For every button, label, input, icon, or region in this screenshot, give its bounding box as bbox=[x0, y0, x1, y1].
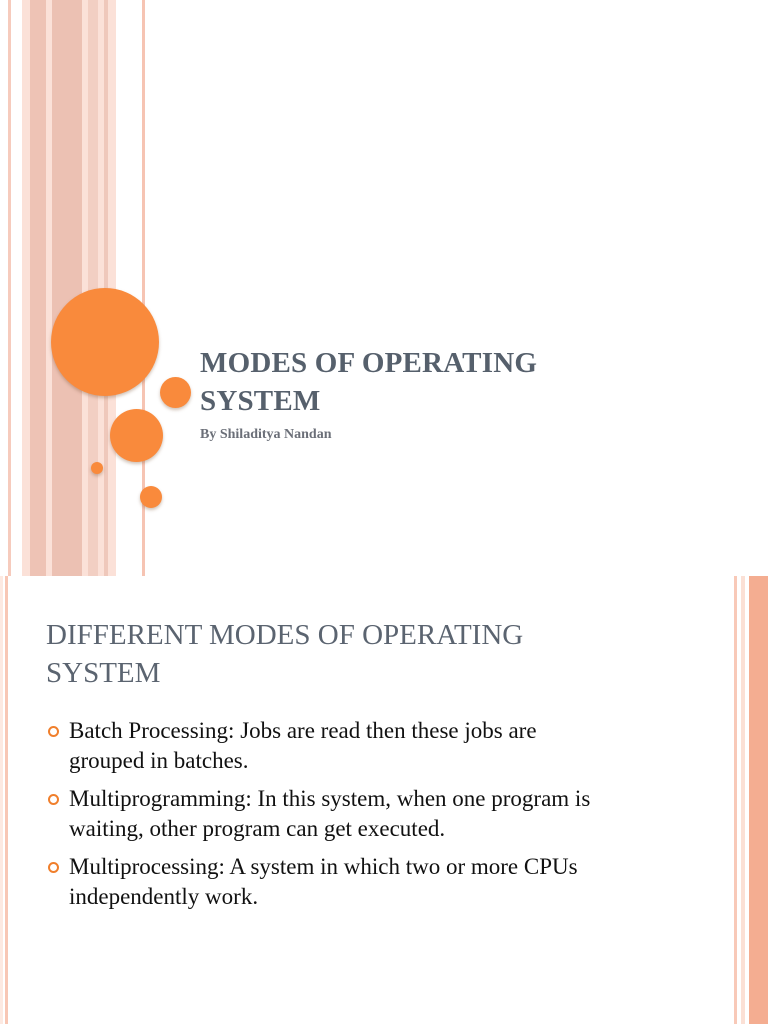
slide-title-line: SYSTEM bbox=[46, 657, 161, 689]
bullet-list bbox=[46, 716, 696, 920]
decor-strip bbox=[5, 576, 8, 1024]
decor-circle-small bbox=[160, 377, 191, 408]
bullet-text bbox=[69, 852, 696, 912]
decor-strip bbox=[8, 0, 11, 576]
decor-circle-medium bbox=[110, 409, 163, 462]
hollow-circle-bullet-icon bbox=[48, 794, 59, 805]
slide-title bbox=[46, 616, 716, 692]
decor-circle-large bbox=[51, 288, 159, 396]
decor-strip bbox=[749, 576, 768, 1024]
hollow-circle-bullet-icon bbox=[48, 862, 59, 873]
decor-strip bbox=[30, 0, 46, 576]
slide-title-line: MODES OF OPERATING bbox=[200, 347, 538, 379]
decor-strip bbox=[734, 576, 737, 1024]
list-item bbox=[46, 784, 696, 844]
bullet-line: Multiprocessing: A system in which two or more CPUs bbox=[69, 854, 578, 879]
slide-title-line: SYSTEM bbox=[200, 385, 321, 417]
decor-circle-tiny bbox=[91, 462, 103, 474]
decor-strip bbox=[52, 0, 82, 576]
list-item bbox=[46, 852, 696, 912]
decor-circle-small bbox=[140, 486, 162, 508]
hollow-circle-bullet-icon bbox=[48, 726, 59, 737]
slide-subtitle: By Shiladitya Nandan bbox=[200, 427, 332, 442]
decor-strip bbox=[0, 576, 3, 1024]
bullet-line: waiting, other program can get executed. bbox=[69, 816, 446, 841]
decor-strip bbox=[741, 576, 745, 1024]
bullet-line: Multiprogramming: In this system, when one program is bbox=[69, 786, 591, 811]
content-slide bbox=[0, 576, 768, 1024]
list-item bbox=[46, 716, 696, 776]
bullet-text bbox=[69, 784, 696, 844]
bullet-line: Batch Processing: Jobs are read then these jobs are bbox=[69, 718, 537, 743]
bullet-line: grouped in batches. bbox=[69, 748, 249, 773]
bullet-line: independently work. bbox=[69, 884, 259, 909]
bullet-text bbox=[69, 716, 696, 776]
slide-title-line: DIFFERENT MODES OF OPERATING bbox=[46, 619, 524, 651]
slide-title bbox=[200, 344, 720, 420]
